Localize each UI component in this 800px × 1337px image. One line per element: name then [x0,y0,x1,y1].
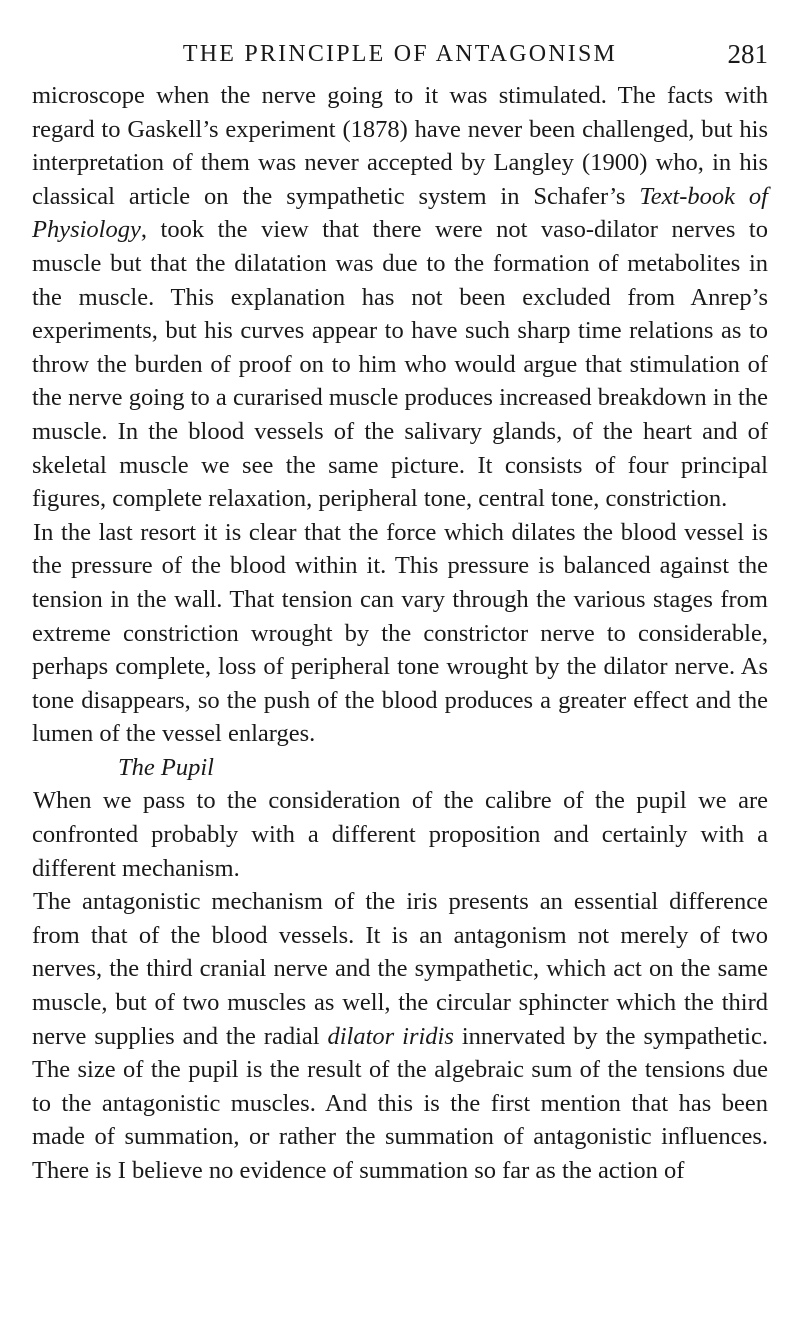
section-heading: The Pupil [118,753,214,781]
paragraph-4 [32,885,768,1187]
paragraph-4-text-a: The antagonistic mechanism of the iris presents an essential difference from that of the blood vessels. It is an antagonism not merely of two nerves, the third cranial nerve and the sympathetic, which act on the same muscle, but of two muscles as well, the circular sphincter which the third nerve supplies and the radial [32,888,768,1050]
paragraph-1 [32,79,768,516]
paragraph-1-text-c: , took the view that there were not vaso-dilator nerves to muscle but that the dilatation was due to the formation of metabolites in the muscle. This explanation has not been excluded from Anrep’s experiments, but his curves appear to have such sharp time relations as to throw the burden of proof on to him who would argue that stimulation of the nerve going to a curarised muscle produces increased breakdown in the muscle. In the blood vessels of the salivary glands, of the heart and of skeletal muscle we see the same picture. It consists of four principal figures, complete relaxation, peripheral tone, central tone, constriction. [32,216,768,513]
paragraph-3: When we pass to the consideration of the calibre of the pupil we are confronted probably with a different proposition and certainly with a different mechanism. [32,787,768,882]
body-text [32,79,768,1188]
paragraph-1-text-a: microscope when the nerve going to it was stimulated. The facts with regard to Gaskell’s experiment (1878) have never been challenged, but his interpretation of them was never accepted by Langley (1900) who, in his classical article on the sympathetic system in Schafer’s [32,82,768,210]
book-title-italic: Text-book of Physiology [32,182,768,244]
running-head [32,34,768,74]
page-number: 281 [727,39,768,69]
dilator-iridis-italic: dilator iridis [327,1022,454,1050]
running-title: THE PRINCIPLE OF ANTAGONISM [182,41,618,67]
paragraph-4-text-c: innervated by the sympathetic. The size of the pupil is the result of the algebraic sum of the tensions due to the antagonistic muscles. And this is the first mention that has been made of summation, or rather the summation of antagonistic influences. There is I believe no evidence of summation so far as the action of [32,1022,768,1184]
paragraph-2: In the last resort it is clear that the force which dilates the blood vessel is the pressure of the blood within it. This pressure is balanced against the tension in the wall. That tension can vary through the various stages from extreme constriction wrought by the constrictor nerve to considerable, perhaps complete, loss of peripheral tone wrought by the dilator nerve. As tone disappears, so the push of the blood produces a greater effect and the lumen of the vessel enlarges. [32,518,768,748]
